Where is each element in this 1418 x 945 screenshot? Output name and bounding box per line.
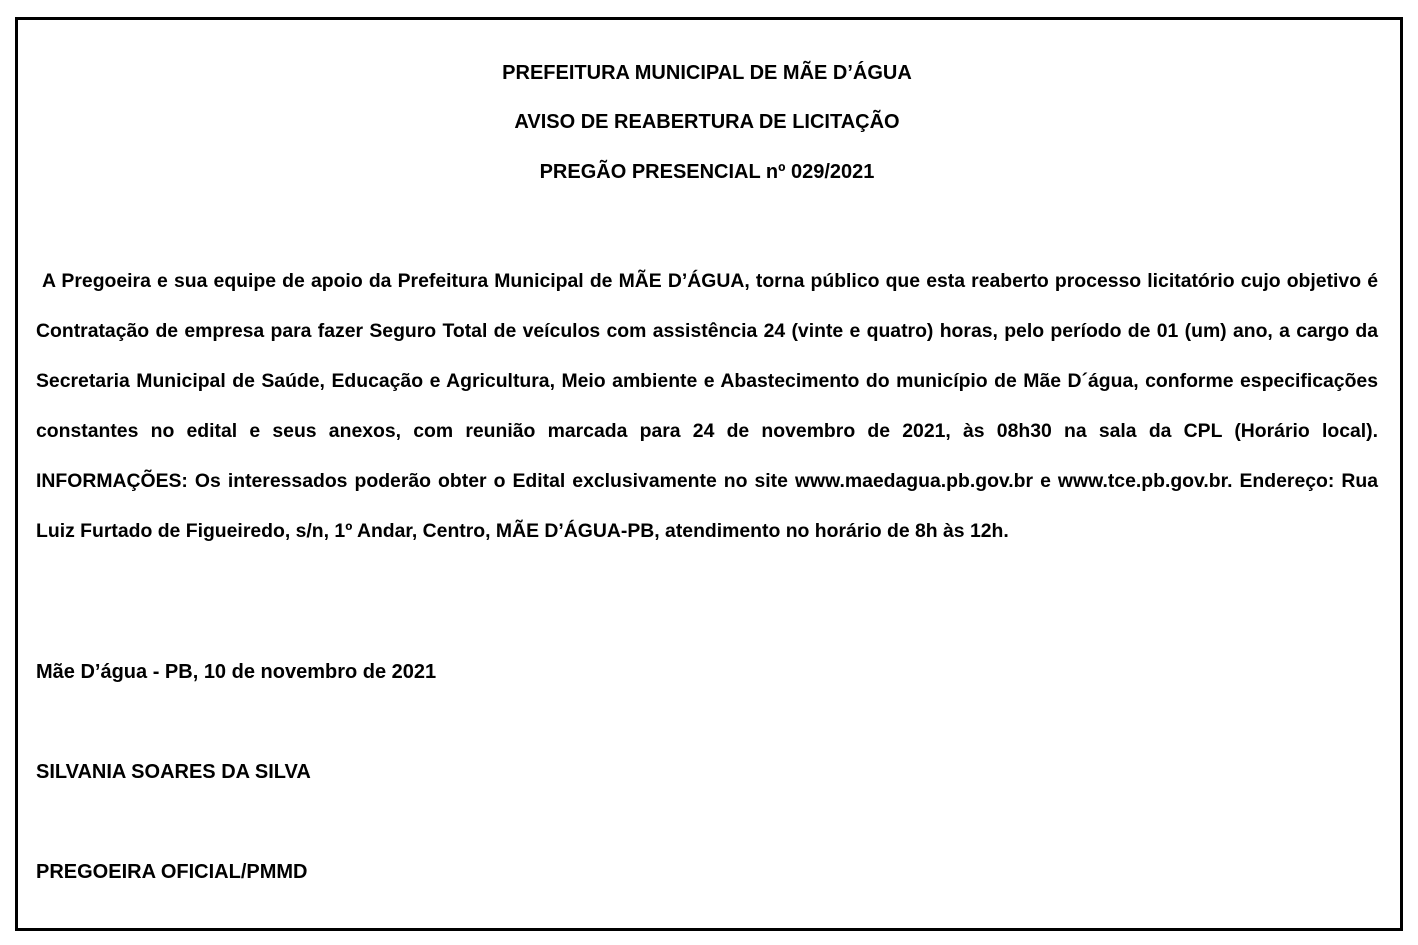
signer-title: PREGOEIRA OFICIAL/PMMD <box>36 861 308 883</box>
notice-frame <box>15 17 1403 931</box>
notice-title: AVISO DE REABERTURA DE LICITAÇÃO <box>514 111 900 133</box>
place-and-date: Mãe D’água - PB, 10 de novembro de 2021 <box>36 661 437 683</box>
signer-name: SILVANIA SOARES DA SILVA <box>36 761 311 783</box>
notice-body-paragraph: A Pregoeira e sua equipe de apoio da Prefeitura Municipal de MÃE D’ÁGUA, torna público que esta reaberto processo licitatório cujo objetivo é Contratação de empresa para fazer Seguro Total de veículos com assistência 24 (vinte e quatro) horas, pelo período de 01 (um) ano, a cargo da Secretaria Municipal de Saúde, Educação e Agricultura, Meio ambiente e Abastecimento do município de Mãe D´água, conforme especificações constantes no edital e seus anexos, com reunião marcada para 24 de novembro de 2021, às 08h30 na sala da CPL (Horário local). INFORMAÇÕES: Os interessados poderão obter o Edital exclusivamente no site www.maedagua.pb.gov.br e www.tce.pb.gov.br. Endereço: Rua Luiz Furtado de Figueiredo, s/n, 1º Andar, Centro, MÃE D’ÁGUA-PB, atendimento no horário de 8h às 12h. <box>36 270 1378 542</box>
procurement-number: PREGÃO PRESENCIAL nº 029/2021 <box>539 161 875 183</box>
issuer-heading: PREFEITURA MUNICIPAL DE MÃE D’ÁGUA <box>502 62 912 84</box>
